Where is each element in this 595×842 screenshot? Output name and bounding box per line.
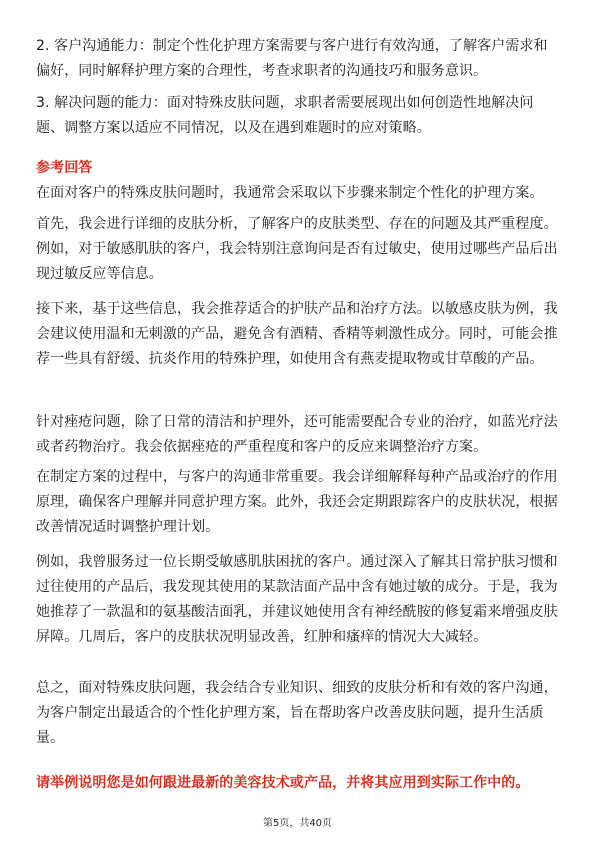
page-footer: 第5页，共40页 (262, 818, 333, 829)
point-problem-solving: 3. 解决问题的能力：面对特殊皮肤问题，求职者需要展现出如何创造性地解决问题、调整方案以适应不同情况，以及在遇到难题时的应对策略。 (36, 95, 534, 136)
answer-paragraph-example: 例如，我曾服务过一位长期受敏感肌肤困扰的客户。通过深入了解其日常护肤习惯和过往使用的产品后，我发现其使用的某款洁面产品中含有她过敏的成分。于是，我为她推荐了一款温和的氨基酸洁面乳，并建议她使用含有神经酰胺的修复霜来增强皮肤屏障。几周后，客户的皮肤状况明显改善，红肿和瘙痒的情况大大减轻。 (36, 554, 558, 645)
answer-paragraph-analysis: 首先，我会进行详细的皮肤分析，了解客户的皮肤类型、存在的问题及其严重程度。例如，对于敏感肌肤的客户，我会特别注意询问是否有过敏史，使用过哪些产品后出现过敏反应等信息。 (36, 216, 558, 282)
answer-paragraph-products: 接下来，基于这些信息，我会推荐适合的护肤产品和治疗方法。以敏感皮肤为例，我会建议使用温和无刺激的产品，避免含有酒精、香精等刺激性成分。同时，可能会推荐一些具有舒缓、抗炎作用的特殊护理，如使用含有燕麦提取物或甘草酸的产品。 (36, 301, 558, 367)
point-communication: 2. 客户沟通能力：制定个性化护理方案需要与客户进行有效沟通，了解客户需求和偏好，同时解释护理方案的合理性，考查求职者的沟通技巧和服务意识。 (36, 38, 548, 79)
answer-heading: 参考回答 (36, 160, 93, 176)
answer-paragraph-summary: 总之，面对特殊皮肤问题，我会结合专业知识、细致的皮肤分析和有效的客户沟通，为客户制定出最适合的个性化护理方案，旨在帮助客户改善皮肤问题，提升生活质量。 (36, 680, 558, 746)
answer-paragraph-intro: 在面对客户的特殊皮肤问题时，我通常会采取以下步骤来制定个性化的护理方案。 (36, 185, 544, 201)
answer-paragraph-acne: 针对痤疮问题，除了日常的清洁和护理外，还可能需要配合专业的治疗，如蓝光疗法或者药物治疗。我会依据痤疮的严重程度和客户的反应来调整治疗方案。 (36, 414, 558, 455)
document-page (36, 0, 559, 842)
next-question: 请举例说明您是如何跟进最新的美容技术或产品，并将其应用到实际工作中的。 (36, 775, 530, 791)
answer-paragraph-communication: 在制定方案的过程中，与客户的沟通非常重要。我会详细解释每种产品或治疗的作用原理，确保客户理解并同意护理方案。此外，我还会定期跟踪客户的皮肤状况，根据改善情况适时调整护理计划。 (36, 469, 558, 535)
